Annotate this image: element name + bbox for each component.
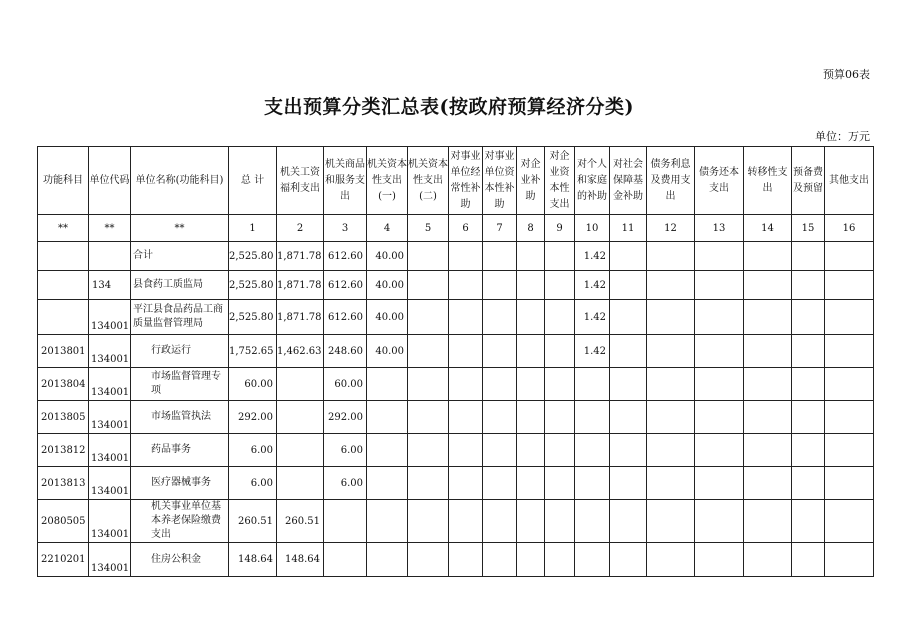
table-cell-empty	[483, 242, 517, 271]
table-cell-wage: 260.51	[277, 500, 324, 543]
table-cell-empty	[792, 335, 825, 368]
table-cell-empty	[483, 467, 517, 500]
table-cell-unit_code: 134001	[89, 467, 131, 500]
table-cell-empty	[610, 434, 647, 467]
table-cell-unit_code	[89, 242, 131, 271]
table-cell-empty	[545, 467, 575, 500]
table-cell-empty	[825, 401, 874, 434]
table-cell-cap1	[367, 467, 408, 500]
table-cell-empty	[825, 500, 874, 543]
table-cell-empty	[825, 434, 874, 467]
table-cell-empty	[744, 543, 792, 577]
table-cell-empty	[483, 434, 517, 467]
table-cell-empty	[647, 368, 695, 401]
table-cell-empty	[744, 467, 792, 500]
table-cell-empty	[483, 335, 517, 368]
table-cell-wage: 1,871.78	[277, 271, 324, 300]
table-cell-wage: 1,871.78	[277, 242, 324, 271]
col-header: 债务还本支出	[695, 147, 744, 215]
table-cell-unit_code: 134001	[89, 500, 131, 543]
index-cell: 2	[277, 215, 324, 242]
table-cell-empty	[483, 300, 517, 335]
table-cell-empty	[517, 242, 545, 271]
col-header: 转移性支出	[744, 147, 792, 215]
table-cell-empty	[449, 242, 483, 271]
table-cell-func: 2013801	[38, 335, 89, 368]
table-cell-individual	[575, 467, 610, 500]
col-header: 对事业单位经常性补助	[449, 147, 483, 215]
table-cell-individual: 1.42	[575, 242, 610, 271]
table-cell-empty	[449, 300, 483, 335]
table-cell-func: 2013804	[38, 368, 89, 401]
table-cell-empty	[647, 543, 695, 577]
col-header: 债务利息及费用支出	[647, 147, 695, 215]
table-cell-empty	[825, 368, 874, 401]
table-cell-empty	[792, 300, 825, 335]
table-cell-empty	[449, 467, 483, 500]
table-cell-empty	[408, 401, 449, 434]
table-row	[38, 335, 874, 368]
table-cell-empty	[408, 335, 449, 368]
table-cell-cap1: 40.00	[367, 242, 408, 271]
table-cell-empty	[792, 500, 825, 543]
table-cell-wage	[277, 368, 324, 401]
table-cell-cap1: 40.00	[367, 300, 408, 335]
table-cell-empty	[517, 543, 545, 577]
table-cell-empty	[792, 242, 825, 271]
table-cell-name: 平江县食品药品工商质量监督管理局	[131, 300, 229, 335]
table-cell-total: 2,525.80	[229, 271, 277, 300]
table-cell-empty	[695, 543, 744, 577]
table-cell-empty	[545, 500, 575, 543]
table-cell-individual	[575, 543, 610, 577]
index-cell: 13	[695, 215, 744, 242]
header-row	[38, 147, 874, 215]
table-row	[38, 467, 874, 500]
table-cell-unit_code: 134001	[89, 335, 131, 368]
table-cell-cap1	[367, 368, 408, 401]
table-cell-empty	[695, 368, 744, 401]
table-cell-total: 292.00	[229, 401, 277, 434]
table-cell-empty	[647, 467, 695, 500]
table-cell-total: 260.51	[229, 500, 277, 543]
table-cell-empty	[517, 300, 545, 335]
table-cell-empty	[744, 271, 792, 300]
table-cell-name: 住房公积金	[131, 543, 229, 577]
table-cell-empty	[695, 434, 744, 467]
table-row	[38, 242, 874, 271]
table-cell-empty	[545, 434, 575, 467]
index-cell: 15	[792, 215, 825, 242]
col-header: 机关工资福利支出	[277, 147, 324, 215]
table-cell-name: 县食药工质监局	[131, 271, 229, 300]
table-row	[38, 271, 874, 300]
table-cell-goods: 612.60	[324, 300, 367, 335]
col-header: 功能科目	[38, 147, 89, 215]
table-cell-goods: 292.00	[324, 401, 367, 434]
col-header: 对企业资本性支出	[545, 147, 575, 215]
table-cell-total: 2,525.80	[229, 300, 277, 335]
table-cell-empty	[483, 368, 517, 401]
table-cell-empty	[408, 300, 449, 335]
table-cell-unit_code: 134001	[89, 300, 131, 335]
table-cell-empty	[517, 401, 545, 434]
table-cell-empty	[744, 242, 792, 271]
index-cell: 7	[483, 215, 517, 242]
page-title: 支出预算分类汇总表(按政府预算经济分类)	[264, 96, 634, 118]
table-cell-goods: 612.60	[324, 271, 367, 300]
table-cell-empty	[449, 543, 483, 577]
table-cell-func: 2013805	[38, 401, 89, 434]
budget-table	[37, 146, 874, 577]
table-cell-empty	[825, 335, 874, 368]
table-cell-empty	[610, 401, 647, 434]
table-cell-empty	[449, 500, 483, 543]
table-cell-empty	[695, 500, 744, 543]
table-cell-func: 2013813	[38, 467, 89, 500]
index-cell: 6	[449, 215, 483, 242]
table-cell-cap1: 40.00	[367, 335, 408, 368]
table-cell-wage: 1,871.78	[277, 300, 324, 335]
table-cell-empty	[744, 500, 792, 543]
table-cell-name: 市场监督管理专项	[131, 368, 229, 401]
index-cell: 9	[545, 215, 575, 242]
table-cell-empty	[545, 368, 575, 401]
table-cell-empty	[610, 242, 647, 271]
table-cell-empty	[792, 271, 825, 300]
table-cell-name: 合计	[131, 242, 229, 271]
table-cell-empty	[483, 401, 517, 434]
col-header: 机关商品和服务支出	[324, 147, 367, 215]
table-cell-empty	[517, 335, 545, 368]
table-cell-wage: 1,462.63	[277, 335, 324, 368]
table-cell-empty	[825, 543, 874, 577]
table-cell-empty	[610, 300, 647, 335]
table-cell-empty	[825, 271, 874, 300]
table-cell-empty	[695, 335, 744, 368]
index-cell: **	[131, 215, 229, 242]
table-cell-empty	[545, 242, 575, 271]
table-cell-name: 行政运行	[131, 335, 229, 368]
table-cell-empty	[449, 401, 483, 434]
table-cell-empty	[744, 335, 792, 368]
table-cell-cap1	[367, 434, 408, 467]
index-cell: 16	[825, 215, 874, 242]
table-cell-empty	[647, 401, 695, 434]
table-cell-empty	[408, 434, 449, 467]
table-cell-empty	[792, 543, 825, 577]
table-cell-name: 药品事务	[131, 434, 229, 467]
index-row	[38, 215, 874, 242]
table-cell-empty	[610, 543, 647, 577]
table-cell-name: 机关事业单位基本养老保险缴费支出	[131, 500, 229, 543]
table-cell-empty	[408, 242, 449, 271]
table-body	[38, 242, 874, 577]
table-cell-empty	[610, 335, 647, 368]
table-cell-empty	[744, 434, 792, 467]
table-cell-wage: 148.64	[277, 543, 324, 577]
table-cell-empty	[610, 368, 647, 401]
table-cell-empty	[517, 500, 545, 543]
table-cell-goods	[324, 500, 367, 543]
table-cell-cap1	[367, 543, 408, 577]
table-cell-total: 148.64	[229, 543, 277, 577]
table-cell-func	[38, 300, 89, 335]
table-cell-unit_code: 134001	[89, 401, 131, 434]
table-cell-empty	[408, 543, 449, 577]
table-cell-individual	[575, 401, 610, 434]
index-cell: 3	[324, 215, 367, 242]
table-cell-goods: 60.00	[324, 368, 367, 401]
table-cell-empty	[483, 500, 517, 543]
table-cell-empty	[647, 500, 695, 543]
table-cell-individual	[575, 500, 610, 543]
table-cell-empty	[517, 467, 545, 500]
table-row	[38, 500, 874, 543]
table-cell-empty	[449, 335, 483, 368]
table-cell-total: 6.00	[229, 434, 277, 467]
table-cell-goods: 6.00	[324, 467, 367, 500]
table-cell-empty	[545, 543, 575, 577]
table-cell-empty	[744, 401, 792, 434]
table-cell-individual: 1.42	[575, 335, 610, 368]
col-header: 预备费及预留	[792, 147, 825, 215]
table-cell-unit_code: 134	[89, 271, 131, 300]
table-row	[38, 368, 874, 401]
table-cell-func	[38, 242, 89, 271]
table-cell-empty	[647, 434, 695, 467]
table-cell-individual: 1.42	[575, 300, 610, 335]
table-cell-empty	[792, 401, 825, 434]
table-cell-unit_code: 134001	[89, 543, 131, 577]
table-cell-empty	[517, 271, 545, 300]
col-header: 对事业单位资本性补助	[483, 147, 517, 215]
table-cell-empty	[449, 271, 483, 300]
table-cell-func	[38, 271, 89, 300]
table-cell-wage	[277, 434, 324, 467]
table-cell-empty	[695, 271, 744, 300]
table-cell-empty	[825, 242, 874, 271]
table-cell-empty	[825, 467, 874, 500]
table-cell-empty	[483, 271, 517, 300]
table-cell-empty	[449, 368, 483, 401]
index-cell: 11	[610, 215, 647, 242]
col-header: 对社会保障基金补助	[610, 147, 647, 215]
table-cell-empty	[695, 242, 744, 271]
table-row	[38, 543, 874, 577]
table-cell-individual	[575, 434, 610, 467]
index-cell: 4	[367, 215, 408, 242]
table-cell-total: 2,525.80	[229, 242, 277, 271]
table-cell-unit_code: 134001	[89, 434, 131, 467]
col-header: 其他支出	[825, 147, 874, 215]
col-header: 机关资本性支出(一)	[367, 147, 408, 215]
unit-label: 单位：万元	[815, 130, 870, 143]
table-cell-unit_code: 134001	[89, 368, 131, 401]
table-cell-empty	[610, 500, 647, 543]
table-cell-empty	[408, 368, 449, 401]
table-cell-empty	[792, 368, 825, 401]
table-cell-empty	[449, 434, 483, 467]
table-cell-empty	[744, 300, 792, 335]
table-cell-empty	[695, 300, 744, 335]
table-cell-empty	[825, 300, 874, 335]
table-cell-total: 1,752.65	[229, 335, 277, 368]
index-cell: **	[89, 215, 131, 242]
index-cell: 1	[229, 215, 277, 242]
table-cell-goods: 6.00	[324, 434, 367, 467]
index-cell: 10	[575, 215, 610, 242]
table-cell-name: 医疗器械事务	[131, 467, 229, 500]
table-cell-name: 市场监管执法	[131, 401, 229, 434]
table-row	[38, 300, 874, 335]
col-header: 总 计	[229, 147, 277, 215]
table-cell-empty	[647, 335, 695, 368]
table-cell-empty	[744, 368, 792, 401]
table-cell-empty	[695, 467, 744, 500]
table-cell-cap1	[367, 500, 408, 543]
table-row	[38, 434, 874, 467]
table-cell-empty	[517, 434, 545, 467]
table-cell-goods: 612.60	[324, 242, 367, 271]
table-cell-empty	[408, 271, 449, 300]
table-cell-cap1: 40.00	[367, 271, 408, 300]
table-cell-empty	[545, 271, 575, 300]
table-cell-func: 2210201	[38, 543, 89, 577]
table-cell-wage	[277, 401, 324, 434]
table-cell-empty	[545, 300, 575, 335]
col-header: 对个人和家庭的补助	[575, 147, 610, 215]
index-cell: **	[38, 215, 89, 242]
table-cell-func: 2080505	[38, 500, 89, 543]
table-cell-empty	[545, 335, 575, 368]
table-cell-individual: 1.42	[575, 271, 610, 300]
table-cell-empty	[545, 401, 575, 434]
table-cell-total: 6.00	[229, 467, 277, 500]
table-cell-empty	[792, 467, 825, 500]
table-cell-empty	[610, 467, 647, 500]
table-cell-empty	[408, 467, 449, 500]
col-header: 机关资本性支出(二)	[408, 147, 449, 215]
form-number: 预算06表	[823, 68, 870, 81]
table-cell-empty	[647, 271, 695, 300]
table-cell-empty	[517, 368, 545, 401]
table-cell-goods: 248.60	[324, 335, 367, 368]
index-cell: 12	[647, 215, 695, 242]
table-cell-cap1	[367, 401, 408, 434]
table-cell-empty	[483, 543, 517, 577]
col-header: 单位代码	[89, 147, 131, 215]
index-cell: 14	[744, 215, 792, 242]
table-cell-wage	[277, 467, 324, 500]
table-cell-individual	[575, 368, 610, 401]
table-cell-empty	[792, 434, 825, 467]
col-header: 单位名称(功能科目)	[131, 147, 229, 215]
table-cell-empty	[408, 500, 449, 543]
table-row	[38, 401, 874, 434]
table-cell-func: 2013812	[38, 434, 89, 467]
index-cell: 5	[408, 215, 449, 242]
table-cell-goods	[324, 543, 367, 577]
table-cell-empty	[647, 242, 695, 271]
index-cell: 8	[517, 215, 545, 242]
table-cell-total: 60.00	[229, 368, 277, 401]
col-header: 对企业补助	[517, 147, 545, 215]
table-cell-empty	[647, 300, 695, 335]
table-cell-empty	[610, 271, 647, 300]
table-cell-empty	[695, 401, 744, 434]
